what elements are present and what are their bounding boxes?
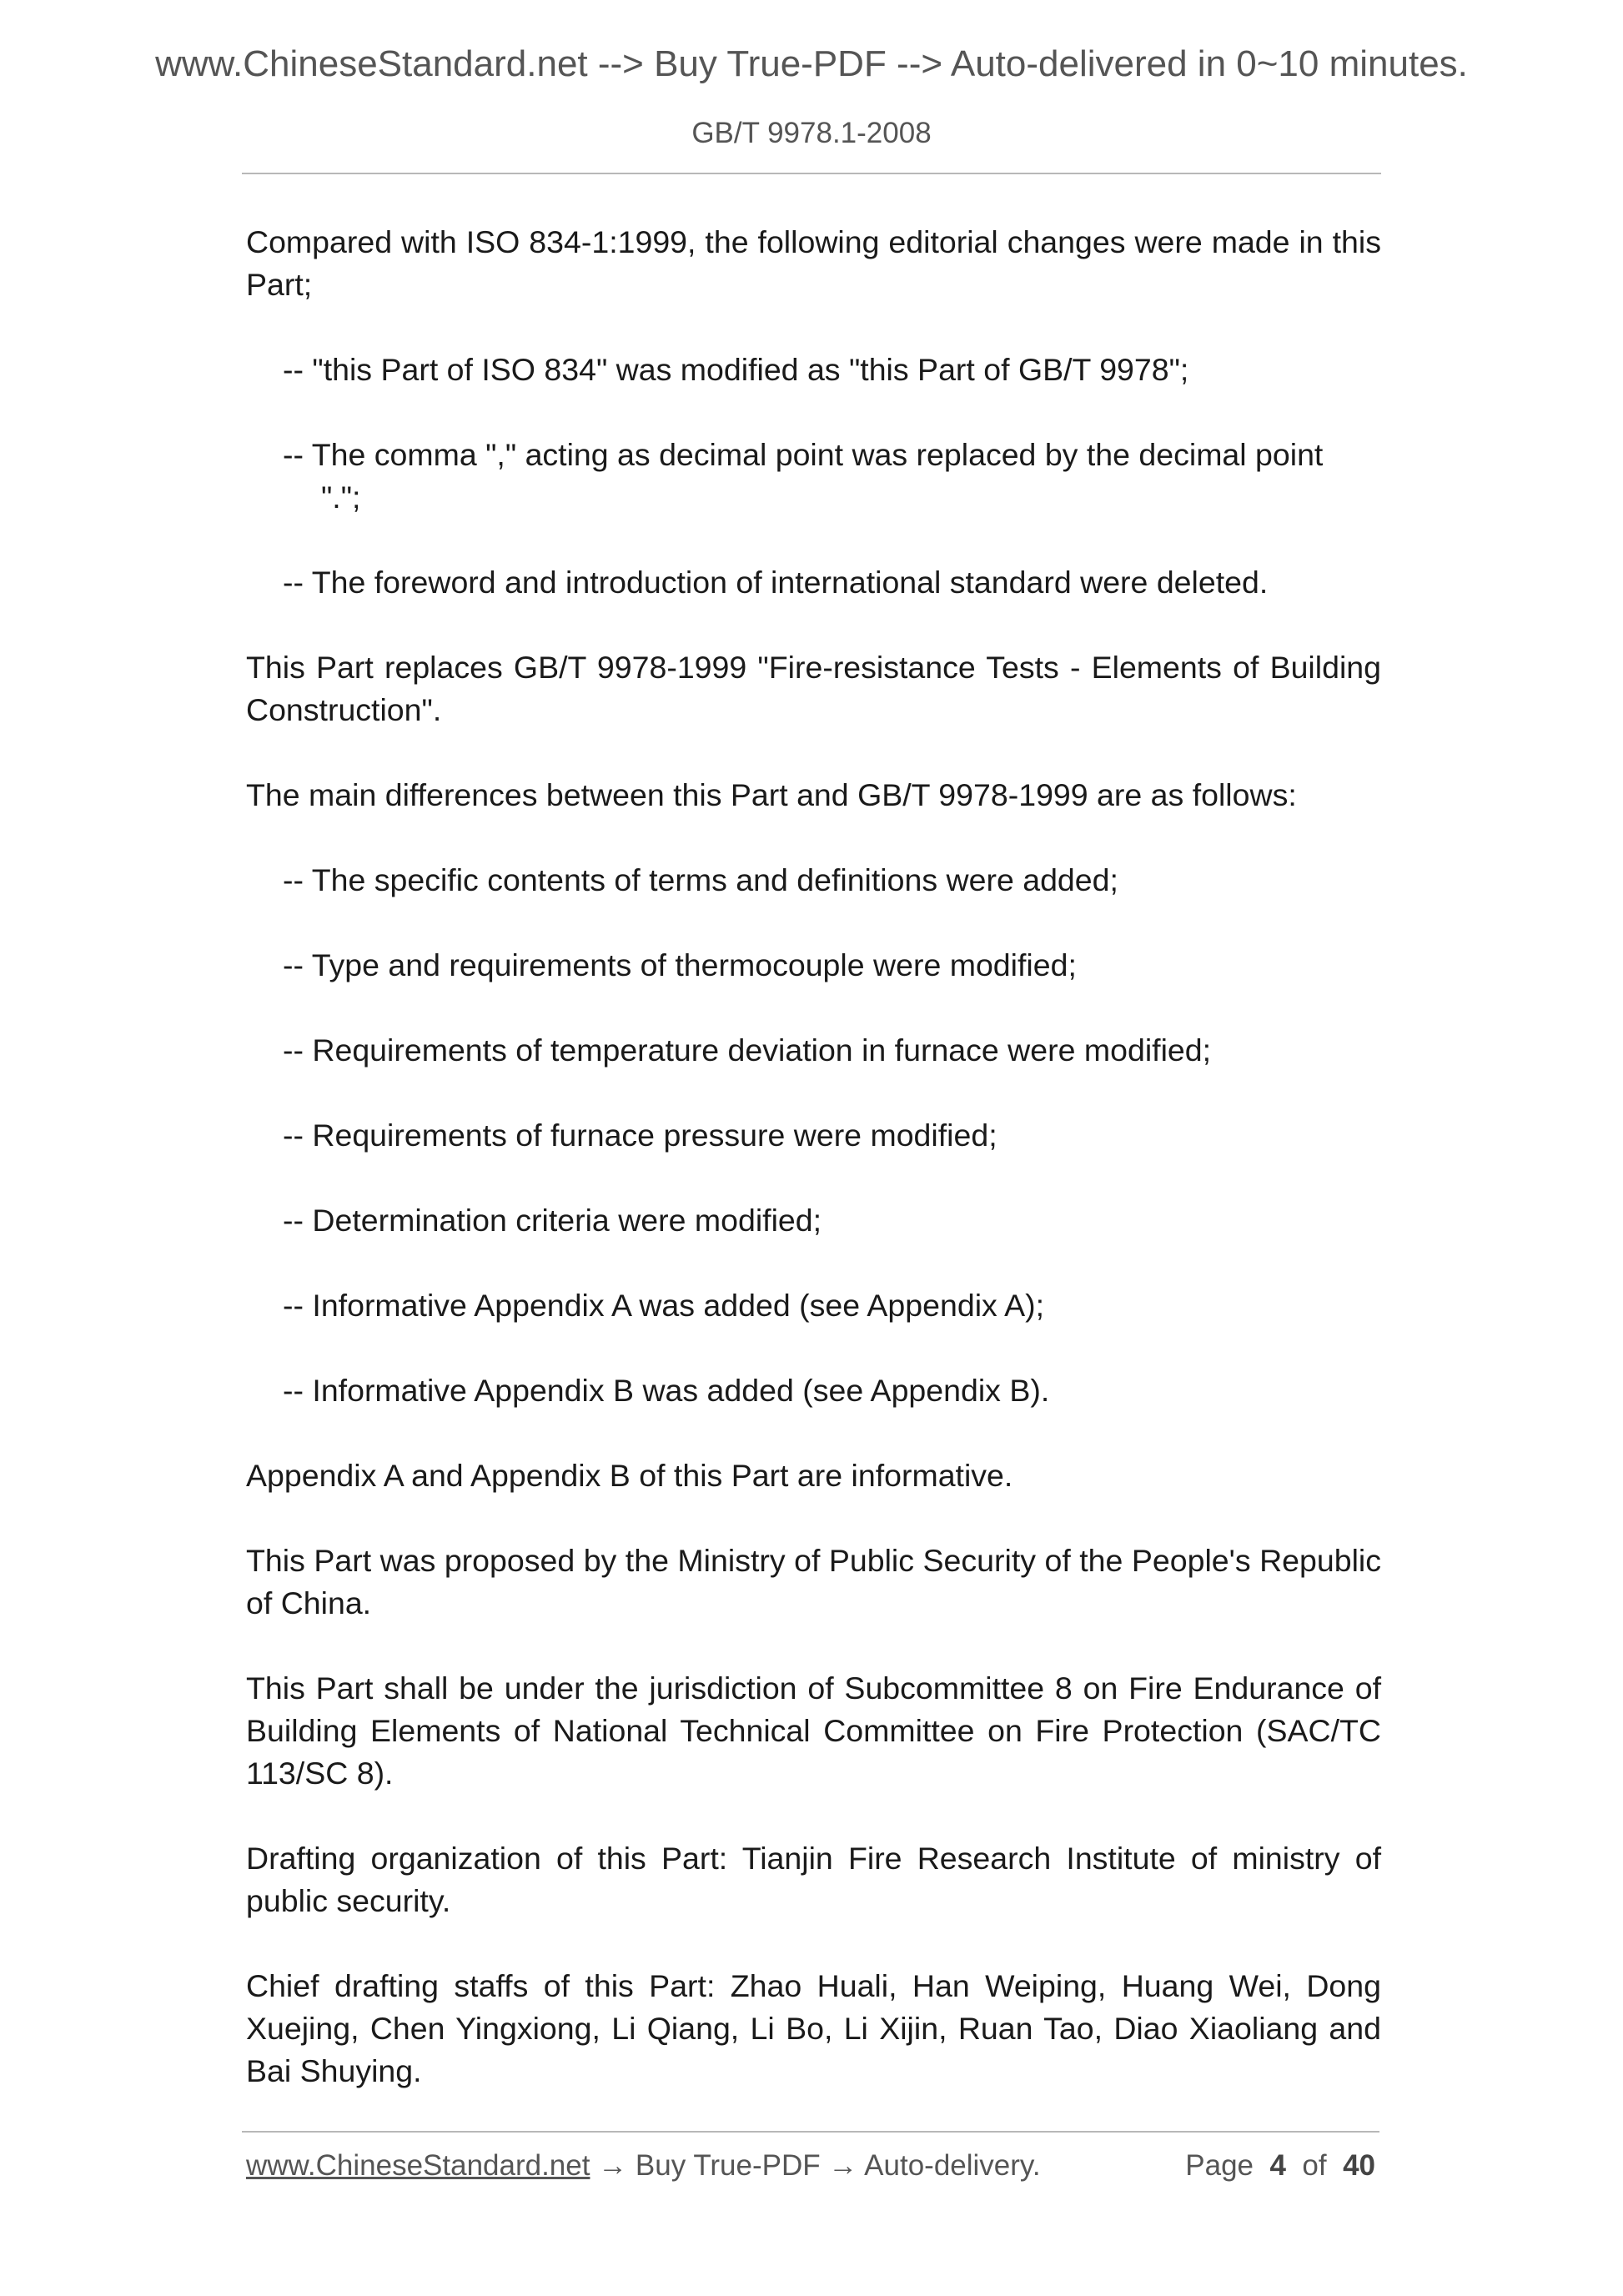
paragraph-replaces: This Part replaces GB/T 9978-1999 "Fire-resistance Tests - Elements of Building Construction".: [246, 650, 1381, 727]
document-body: [246, 221, 1381, 2135]
list-item: -- Requirements of temperature deviation in furnace were modified;: [283, 1032, 1212, 1068]
site-banner: www.ChineseStandard.net --> Buy True-PDF --> Auto-delivered in 0~10 minutes.: [155, 43, 1468, 84]
paragraph-jurisdiction: This Part shall be under the jurisdiction of Subcommittee 8 on Fire Endurance of Building Elements of National Technical Committee on Fire Protection (SAC/TC 113/SC 8).: [246, 1671, 1381, 1791]
page-indicator: [1185, 2149, 1375, 2183]
list-item: -- Informative Appendix B was added (see Appendix B).: [283, 1373, 1050, 1408]
list-item: [283, 434, 1381, 519]
footer-divider: [242, 2131, 1379, 2133]
paragraph-drafting-staff: Chief drafting staffs of this Part: Zhao Huali, Han Weiping, Huang Wei, Dong Xuejing, Chen Yingxiong, Li Qiang, Li Bo, Li Xijin, Ruan Tao, Diao Xiaoliang and Bai Shuying.: [246, 1968, 1381, 2088]
paragraph-drafting-organization: Drafting organization of this Part: Tianjin Fire Research Institute of ministry of public security.: [246, 1841, 1381, 1918]
footer-site-link[interactable]: www.ChineseStandard.net: [246, 2149, 590, 2182]
list-item: -- The foreword and introduction of international standard were deleted.: [283, 565, 1269, 600]
paragraph-proposed-by: This Part was proposed by the Ministry of Public Security of the People's Republic of China.: [246, 1543, 1381, 1620]
paragraph-editorial-changes-intro: Compared with ISO 834-1:1999, the following editorial changes were made in this Part;: [246, 224, 1381, 302]
list-item: -- Determination criteria were modified;: [283, 1203, 822, 1238]
document-id: GB/T 9978.1-2008: [691, 117, 932, 149]
list-item-text: -- The comma "," acting as decimal point was replaced by the decimal point: [283, 437, 1324, 472]
list-item-continuation: ".";: [321, 480, 361, 515]
footer-tagline: → Buy True-PDF → Auto-delivery.: [590, 2149, 1041, 2182]
list-item: -- Type and requirements of thermocouple were modified;: [283, 947, 1077, 982]
list-item: -- Requirements of furnace pressure were modified;: [283, 1118, 997, 1153]
list-item: -- The specific contents of terms and definitions were added;: [283, 862, 1118, 897]
page-label: Page: [1185, 2149, 1254, 2182]
list-item: -- Informative Appendix A was added (see Appendix A);: [283, 1288, 1045, 1323]
page-of-label: of: [1302, 2149, 1327, 2182]
current-page-number: 4: [1269, 2149, 1286, 2182]
paragraph-differences-intro: The main differences between this Part and GB/T 9978-1999 are as follows:: [246, 777, 1297, 812]
page-footer: [246, 2149, 1375, 2183]
paragraph-appendix-note: Appendix A and Appendix B of this Part are informative.: [246, 1458, 1013, 1493]
total-pages: 40: [1343, 2149, 1375, 2182]
header-divider: [242, 173, 1381, 174]
list-item: -- "this Part of ISO 834" was modified as "this Part of GB/T 9978";: [283, 352, 1189, 387]
